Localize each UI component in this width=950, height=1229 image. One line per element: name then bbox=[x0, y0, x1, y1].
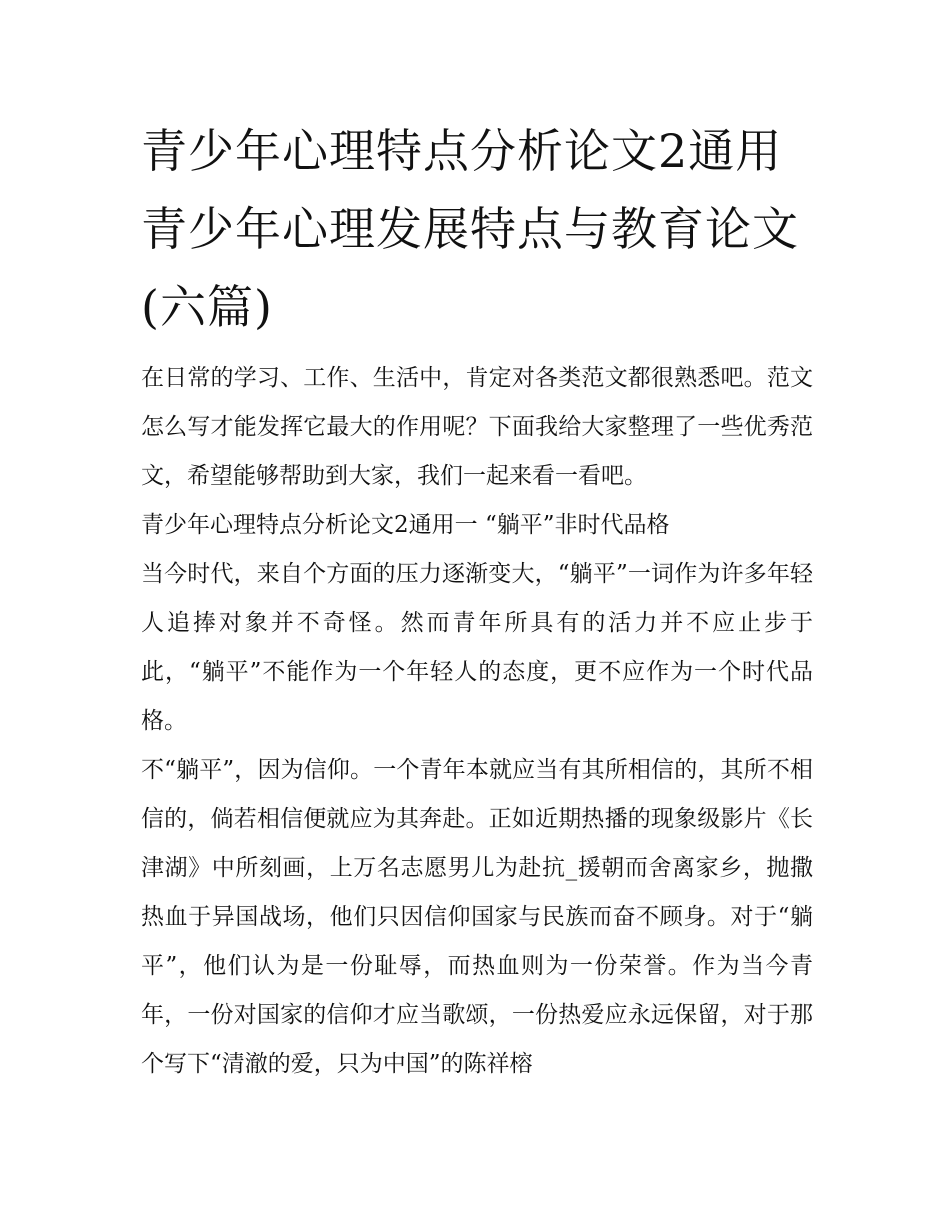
document-title: 青少年心理特点分析论文2通用 青少年心理发展特点与教育论文(六篇) bbox=[141, 124, 799, 334]
intro-paragraph: 在日常的学习、工作、生活中，肯定对各类范文都很熟悉吧。范文怎么写才能发挥它最大的作用呢？下面我给大家整理了一些优秀范文，希望能够帮助到大家，我们一起来看一看吧。 bbox=[141, 365, 813, 489]
document-body bbox=[141, 354, 813, 1089]
body-paragraph: 当今时代，来自个方面的压力逐渐变大，“躺平”一词作为许多年轻人追捧对象并不奇怪。然而青年所具有的活力并不应止步于此，“躺平”不能作为一个年轻人的态度，更不应作为一个时代品格。 bbox=[141, 561, 813, 734]
section-heading: 青少年心理特点分析论文2通用一 “躺平”非时代品格 bbox=[141, 512, 670, 538]
body-paragraph: 不“躺平”，因为信仰。一个青年本就应当有其所相信的，其所不相信的，倘若相信便就应为其奔赴。正如近期热播的现象级影片《长津湖》中所刻画，上万名志愿男儿为赴抗_援朝而舍离家乡，抛撒热血于异国战场，他们只因信仰国家与民族而奋不顾身。对于“躺平”，他们认为是一份耻辱，而热血则为一份荣誉。作为当今青年，一份对国家的信仰才应当歌颂，一份热爱应永远保留，对于那个写下“清澈的爱，只为中国”的陈祥榕 bbox=[141, 757, 813, 1077]
